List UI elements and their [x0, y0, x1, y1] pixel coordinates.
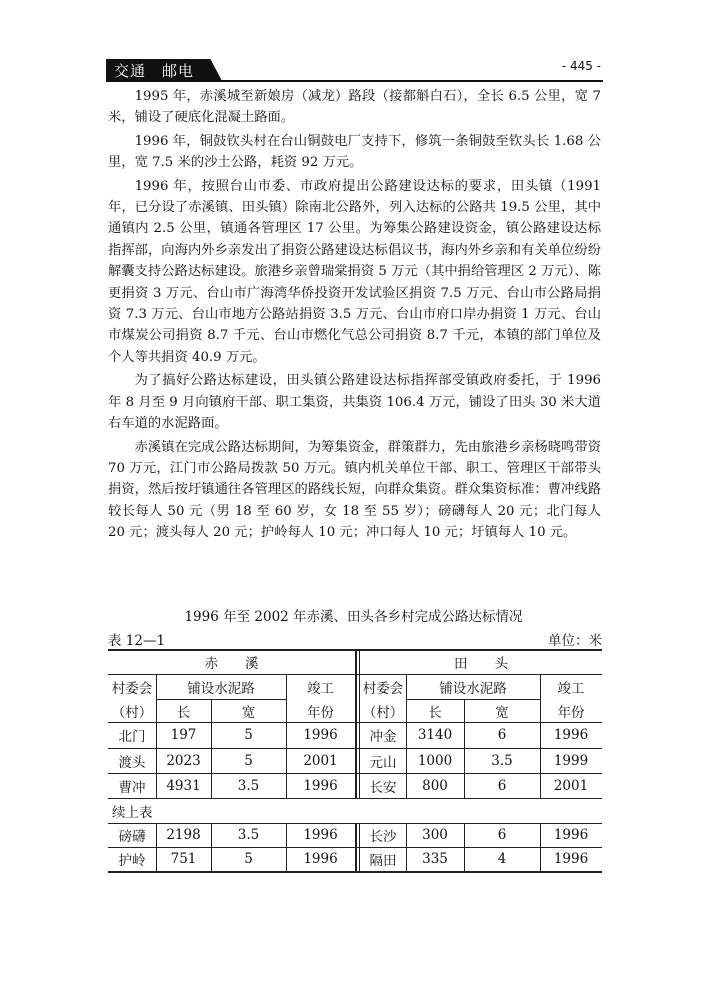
cell-width: 6: [497, 827, 507, 843]
cell-year: 1996: [553, 827, 589, 843]
cell-length: 2023: [166, 752, 201, 769]
cell-width: 6: [497, 727, 507, 743]
paragraph: 赤溪镇在完成公路达标期间，为筹集资金，群策群力，先由旅港乡亲杨晓鸣带资 70 万元，江门市公路局拨款 50 万元。镇内机关单位干部、职工、管理区干部带头捐资，然后按圩镇通往各管理区的路线长短，向群众集资。群众集资标准：曹冲线路较长每人 50 元（男 18 至 60 岁，女 18 至 55 岁）；磅礴每人 20 元；北门每人 20 元；渡头每人 20 元；护岭每人 10 元；冲口每人 10 元；圩镇每人 10 元。: [108, 439, 601, 541]
page-number: - 445 -: [561, 59, 601, 73]
cell-year: 1996: [303, 777, 338, 794]
table-id: 表 12—1: [108, 633, 166, 649]
col-header-width: 宽: [241, 704, 256, 721]
cell-year: 1996: [553, 727, 589, 743]
col-header-paving: 铺设水泥路: [187, 680, 255, 697]
continued-label: 续上表: [112, 804, 153, 821]
data-table: [108, 649, 602, 873]
col-header-village: 村委会: [111, 680, 153, 697]
group-header-chixi: 赤 溪: [204, 655, 259, 672]
cell-width: 5: [244, 851, 253, 867]
col-header-village-sub: （村）: [362, 704, 404, 721]
cell-width: 3.5: [491, 752, 513, 769]
table-unit: 单位：米: [548, 633, 602, 649]
col-header-village-sub: （村）: [111, 704, 153, 721]
cell-village: 护岭: [118, 853, 146, 869]
col-header-length: 长: [428, 704, 442, 721]
cell-width: 3.5: [237, 777, 260, 794]
cell-width: 6: [497, 777, 507, 794]
cell-width: 4: [497, 851, 507, 867]
cell-length: 300: [422, 827, 448, 843]
cell-length: 800: [422, 777, 448, 794]
header-rule: [106, 80, 603, 82]
paragraph: 为了搞好公路达标建设，田头镇公路建设达标指挥部受镇政府委托，于 1996 年 8 月至 9 月向镇府干部、职工集资，共集资 106.4 万元，铺设了田头 30 米大道右车道的水泥路面。: [108, 373, 601, 432]
section-title: 交通 邮电: [114, 62, 195, 80]
cell-year: 2001: [303, 752, 338, 769]
col-header-width: 宽: [495, 704, 509, 721]
cell-length: 4931: [166, 777, 201, 794]
cell-length: 1000: [417, 752, 453, 769]
group-header-tiantou: 田 头: [454, 655, 508, 672]
cell-village: 北门: [118, 729, 146, 745]
cell-length: 335: [422, 851, 448, 867]
cell-year: 1999: [553, 752, 589, 769]
cell-year: 1996: [303, 851, 338, 867]
cell-length: 197: [170, 727, 197, 743]
cell-year: 1996: [303, 827, 338, 843]
cell-village: 曹冲: [118, 779, 146, 796]
col-header-paving: 铺设水泥路: [439, 680, 507, 697]
cell-width: 5: [244, 752, 253, 769]
cell-village: 磅礴: [118, 829, 146, 845]
col-header-completed: 竣工: [557, 680, 585, 697]
cell-year: 2001: [553, 777, 589, 794]
body-text: [108, 86, 601, 546]
cell-year: 1996: [553, 851, 589, 867]
cell-village: 渡头: [118, 754, 146, 771]
cell-village: 长沙: [369, 829, 397, 845]
cell-length: 751: [170, 851, 197, 867]
col-header-completed: 竣工: [307, 680, 334, 697]
cell-width: 3.5: [237, 827, 260, 843]
paragraph: 1996 年，铜鼓钦头村在台山铜鼓电厂支持下，修筑一条铜鼓至钦头长 1.68 公里，宽 7.5 米的沙土公路，耗资 92 万元。: [108, 133, 601, 171]
cell-length: 3140: [417, 727, 453, 743]
cell-length: 2198: [166, 827, 201, 843]
col-header-village: 村委会: [362, 680, 404, 697]
paragraph: 1995 年，赤溪城至新娘房（减龙）路段（接都斛白石），全长 6.5 公里，宽 7 米，铺设了硬底化混凝土路面。: [108, 89, 601, 126]
cell-year: 1996: [303, 727, 338, 743]
col-header-year: 年份: [307, 704, 334, 721]
paragraph: 1996 年，按照台山市委、市政府提出公路建设达标的要求，田头镇（1991 年，已分设了赤溪镇、田头镇）除南北公路外，列入达标的公路共 19.5 公里，其中通镇内 2.5 公里，镇通各管理区 17 公里。为筹集公路建设资金，镇公路建设达标指挥部，向海内外乡亲发出了捐资公路建设达标倡议书，海内外乡亲和有关单位纷纷解囊支持公路达标建设。旅港乡亲曾瑞棠捐资 5 万元（其中捐给管理区 2 万元）、陈更捐资 3 万元、台山市广海湾华侨投资开发试验区捐资 7.5 万元、台山市公路局捐资 7.3 万元、台山市地方公路站捐资 3.5 万元、台山市府口岸办捐资 1 万元、台山市煤炭公司捐资 8.7 千元、台山市燃化气总公司捐资 8.7 千元，本镇的部门单位及个人等共捐资 40.9 万元。: [108, 178, 601, 365]
cell-village: 长安: [369, 779, 397, 796]
section-header-tab: [106, 59, 222, 81]
table-title: 1996 年至 2002 年赤溪、田头各乡村完成公路达标情况: [184, 609, 523, 625]
cell-village: 冲金: [369, 729, 397, 745]
col-header-year: 年份: [557, 704, 585, 721]
cell-village: 隔田: [369, 853, 397, 869]
cell-width: 5: [244, 727, 253, 743]
col-header-length: 长: [176, 704, 191, 721]
cell-village: 元山: [369, 754, 397, 771]
